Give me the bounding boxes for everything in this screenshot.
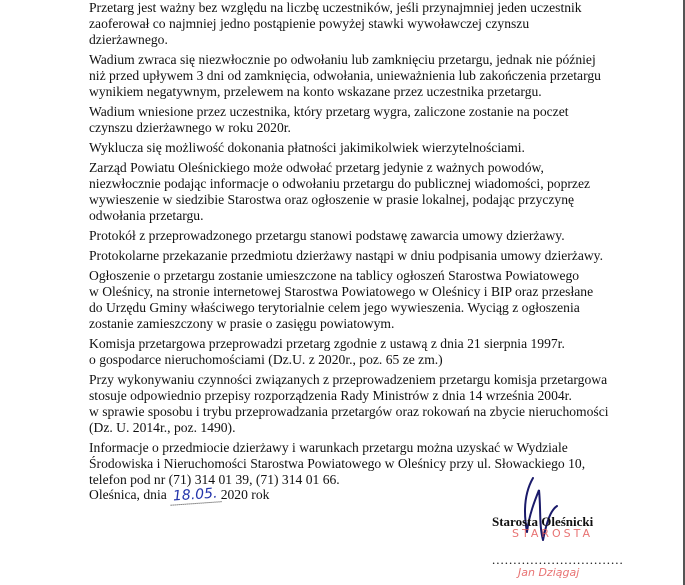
paragraph-line: Zarząd Powiatu Oleśnickiego może odwołać przetarg jedynie z ważnych powodów,	[89, 160, 544, 175]
paragraph-line: stosuje odpowiednio przepisy rozporządzenia Rady Ministrów z dnia 14 września 2004r.	[89, 388, 572, 403]
paragraph-line: odwołania przetargu.	[89, 208, 204, 223]
signatory-title: Starosta Oleśnicki	[492, 514, 594, 529]
paragraph-line: dzierżawnego.	[89, 32, 168, 47]
paragraph	[89, 228, 611, 244]
paragraph-line: niezwłocznie podając informacje o odwołaniu przetargu do publicznej wiadomości, poprzez	[89, 176, 591, 191]
signature-dotted-line: ...............................	[492, 552, 624, 567]
paragraph	[89, 268, 611, 332]
paragraph-line: wynikiem negatywnym, przelewem na konto wskazane przez uczestnika przetargu.	[89, 84, 542, 99]
paragraph-line: czynszu dzierżawnego w roku 2020r.	[89, 120, 291, 135]
paragraph-line: Informacje o przedmiocie dzierżawy i warunkach przetargu można uzyskać w Wydziale	[89, 440, 568, 455]
date-suffix: 2020 rok	[220, 487, 270, 502]
paragraph	[89, 160, 611, 224]
paragraph-line: Wadium wniesione przez uczestnika, który przetarg wygra, zaliczone zostanie na poczet	[89, 104, 569, 119]
paragraph-line: (Dz. U. 2014r., poz. 1490).	[89, 420, 236, 435]
paragraph-line: Przetarg jest ważny bez względu na liczbę uczestników, jeśli przynajmniej jeden uczestnik	[89, 0, 582, 15]
date-prefix: Oleśnica, dnia	[89, 487, 171, 502]
document-body	[89, 0, 611, 492]
paragraph-line: Wyklucza się możliwość dokonania płatności jakimikolwiek wierzytelnościami.	[89, 140, 525, 155]
handwritten-date: 18.05.	[170, 485, 222, 505]
red-stamp-name: Jan Dziągaj	[518, 566, 580, 579]
paragraph-line: w Oleśnicy, na stronie internetowej Starostwa Powiatowego w Oleśnicy i BIP oraz przesłane	[89, 284, 594, 299]
paragraph-line: Środowiska i Nieruchomości Starostwa Powiatowego w Oleśnicy przy ul. Słowackiego 10,	[89, 456, 586, 471]
paragraph-line: wywieszenie w siedzibie Starostwa oraz ogłoszenie w prasie lokalnej, podając przyczynę	[89, 192, 575, 207]
paragraph-line: zaoferował co najmniej jedno postąpienie powyżej stawki wywoławczej czynszu	[89, 16, 530, 31]
date-line	[89, 487, 269, 504]
paragraph-line: Przy wykonywaniu czynności związanych z przeprowadzeniem przetargu komisja przetargowa	[89, 372, 608, 387]
paragraph	[89, 52, 611, 100]
paragraph-line: Protokół z przeprowadzonego przetargu stanowi podstawę zawarcia umowy dzierżawy.	[89, 228, 565, 243]
paragraph	[89, 0, 611, 48]
paragraph-line: niż przed upływem 3 dni od zamknięcia, odwołania, unieważnienia lub zakończenia przetargu	[89, 68, 601, 83]
paragraph-line: Protokolarne przekazanie przedmiotu dzierżawy nastąpi w dniu podpisania umowy dzierżawy.	[89, 248, 603, 263]
paragraph-line: Komisja przetargowa przeprowadzi przetarg zgodnie z ustawą z dnia 21 sierpnia 1997r.	[89, 336, 565, 351]
paragraph	[89, 104, 611, 136]
paragraph	[89, 248, 611, 264]
paragraph-line: Ogłoszenie o przetargu zostanie umieszczone na tablicy ogłoszeń Starostwa Powiatowego	[89, 268, 580, 283]
paragraph-line: telefon pod nr (71) 314 01 39, (71) 314 01 66.	[89, 472, 340, 487]
paragraph-line: w sprawie sposobu i trybu przeprowadzania przetargów oraz rokowań na zbycie nieruchomości	[89, 404, 609, 419]
red-stamp-text: STAROSTA	[512, 527, 594, 540]
signature-block	[492, 514, 682, 585]
paragraph-line: Wadium zwraca się niezwłocznie po odwołaniu lub zamknięciu przetargu, jednak nie później	[89, 52, 596, 67]
paragraph-line: o gospodarce nieruchomościami (Dz.U. z 2020r., poz. 65 ze zm.)	[89, 352, 443, 367]
paragraph	[89, 336, 611, 368]
paragraph-line: zostanie zamieszczony w prasie o zasięgu powiatowym.	[89, 316, 395, 331]
paragraph-line: do Urzędu Gminy właściwego terytorialnie celem jego wywieszenia. Wyciąg z ogłoszenia	[89, 300, 580, 315]
paragraph	[89, 372, 611, 436]
paragraph	[89, 140, 611, 156]
